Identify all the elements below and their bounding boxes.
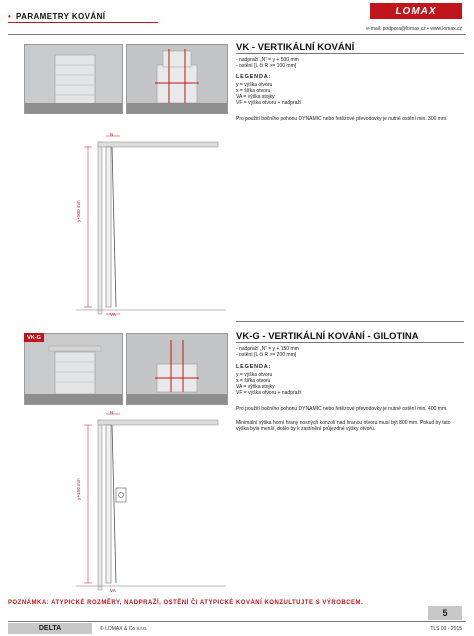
section-note: Pro použití bočního pohonu DYNAMIC nebo řetězové převodovky je nutné ostění min. 400 mm. [236, 406, 448, 412]
photo-front-view-vk [126, 44, 228, 114]
dim-label-bottom: VA [110, 312, 116, 317]
dim-label-side: y+150 mm [76, 478, 81, 500]
spec-line: - nadpraží „N“ = y + 500 mm [236, 57, 299, 63]
copyright: © LOMAX & Co s.r.o. [100, 626, 148, 632]
section-divider [236, 321, 464, 322]
photo-garage-vkg [24, 333, 123, 405]
footer-note-label: POZNÁMKA: [8, 600, 50, 606]
dim-label-top: N [110, 132, 114, 137]
page-title: PARAMETRY KOVÁNÍ [16, 12, 106, 21]
legend-item: VA = výška stojky [236, 384, 275, 390]
legend-title: LEGENDA: [236, 74, 272, 80]
legend-item: VF = výška otvoru + nadpraží [236, 100, 302, 106]
dim-label-top: N [110, 410, 114, 415]
spec-line: - nadpraží „N“ = y + 150 mm [236, 346, 299, 352]
section-title-vkg: VK-G - VERTIKÁLNÍ KOVÁNÍ - GILOTINA [236, 331, 419, 342]
spec-line: - ostění [L či R >= 100 mm] [236, 63, 297, 69]
legend-item: y = výška otvoru [236, 82, 273, 88]
header-accent-line [8, 22, 158, 23]
section-title-underline-vkg [236, 342, 464, 343]
brand-label: DELTA [8, 623, 92, 634]
technical-drawing-vk [76, 132, 226, 320]
legend-item: VA = výška stojky [236, 94, 275, 100]
spec-line: - ostění [L či R >= 200 mm] [236, 352, 297, 358]
dim-label-bottom: VA [110, 588, 116, 593]
page-number: 5 [428, 606, 462, 620]
lomax-logo: LOMAX [370, 3, 462, 19]
legend-item: x = šířka otvoru [236, 378, 271, 384]
section-title-vk: VK - VERTIKÁLNÍ KOVÁNÍ [236, 42, 355, 53]
section-note: Pro použití bočního pohonu DYNAMIC nebo řetězové převodovky je nutné ostění min. 300 mm. [236, 116, 448, 122]
legend-title: LEGENDA: [236, 364, 272, 370]
legend-item: x = šířka otvoru [236, 88, 271, 94]
section-note-2: Minimální výška horní hrany nosných konzolí nad hranou otvoru musí být 800 mm. Pokud by tato výška byla menší, došlo by k zastínění průjezdné výšky otvoru. [236, 420, 451, 432]
header-bullet: • [8, 12, 11, 21]
section-title-underline-vk [236, 53, 464, 54]
contact-info: e-mail: podpora@lomax.cz • www.lomax.cz [366, 26, 462, 32]
section-tag-vkg: VK-G [24, 333, 44, 342]
photo-front-view-vkg [126, 333, 228, 405]
photo-garage-vk [24, 44, 123, 114]
legend-item: y = výška otvoru [236, 372, 273, 378]
footer-divider [8, 621, 466, 622]
technical-drawing-vkg [76, 410, 226, 596]
dim-label-side: y+500 mm [76, 200, 81, 222]
doc-code: TLS 03 - 2015 [430, 626, 462, 632]
footer-note-text: ATYPICKÉ ROZMĚRY, NADPRAŽÍ, OSTĚNÍ ČI ATYPICKÉ KOVÁNÍ KONZULTUJTE S VÝROBCEM. [51, 600, 364, 606]
footer-note [8, 600, 466, 606]
header-divider [8, 34, 466, 35]
legend-item: VF = výška otvoru + nadpraží [236, 390, 302, 396]
